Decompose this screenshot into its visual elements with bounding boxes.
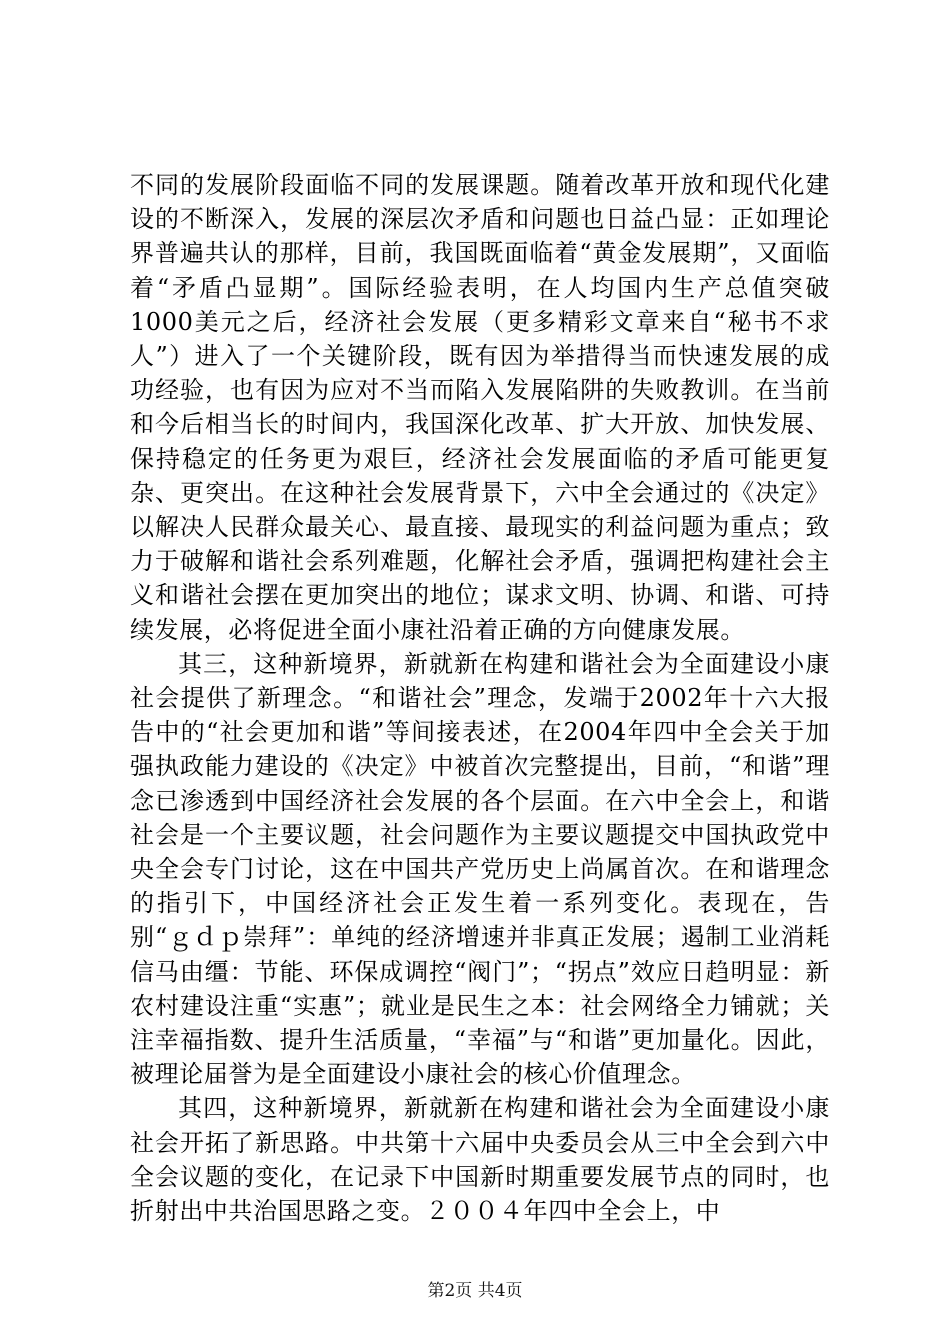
page-number-label: 第2页 共4页: [427, 1281, 523, 1301]
paragraph-2: 其三，这种新境界，新就新在构建和谐社会为全面建设小康社会提供了新理念。“和谐社会”理念，发端于2002年十六大报告中的“社会更加和谐”等间接表述，在2004年四中全会关于加强执政能力建设的《决定》中被首次完整提出，目前，“和谐”理念已渗透到中国经济社会发展的各个层面。在六中全会上，和谐社会是一个主要议题，社会问题作为主要议题提交中国执政党中央全会专门讨论，这在中国共产党历史上尚属首次。在和谐理念的指引下，中国经济社会正发生着一系列变化。表现在，告别“ｇｄｐ崇拜”：单纯的经济增速并非真正发展；遏制工业消耗信马由缰：节能、环保成调控“阀门”；“拐点”效应日趋明显：新农村建设注重“实惠”；就业是民生之本：社会网络全力铺就；关注幸福指数、提升生活质量，“幸福”与“和谐”更加量化。因此，被理论届誉为是全面建设小康社会的核心价值理念。: [130, 649, 830, 1089]
paragraph-1: 不同的发展阶段面临不同的发展课题。随着改革开放和现代化建设的不断深入，发展的深层次矛盾和问题也日益凸显：正如理论界普遍共认的那样，目前，我国既面临着“黄金发展期”，又面临着“矛盾凸显期”。国际经验表明，在人均国内生产总值突破1000美元之后，经济社会发展（更多精彩文章来自“秘书不求人”）进入了一个关键阶段，既有因为举措得当而快速发展的成功经验，也有因为应对不当而陷入发展陷阱的失败教训。在当前和今后相当长的时间内，我国深化改革、扩大开放、加快发展、保持稳定的任务更为艰巨，经济社会发展面临的矛盾可能更复杂、更突出。在这种社会发展背景下，六中全会通过的《决定》以解决人民群众最关心、最直接、最现实的利益问题为重点；致力于破解和谐社会系列难题，化解社会矛盾，强调把构建社会主义和谐社会摆在更加突出的地位；谋求文明、协调、和谐、可持续发展，必将促进全面小康社沿着正确的方向健康发展。: [130, 171, 830, 644]
page-footer: [0, 1276, 950, 1301]
document-body: [130, 168, 830, 1228]
paragraph-3: 其四，这种新境界，新就新在构建和谐社会为全面建设小康社会开拓了新思路。中共第十六届中央委员会从三中全会到六中全会议题的变化，在记录下中国新时期重要发展节点的同时，也折射出中共治国思路之变。２００４年四中全会上，中: [130, 1094, 830, 1226]
